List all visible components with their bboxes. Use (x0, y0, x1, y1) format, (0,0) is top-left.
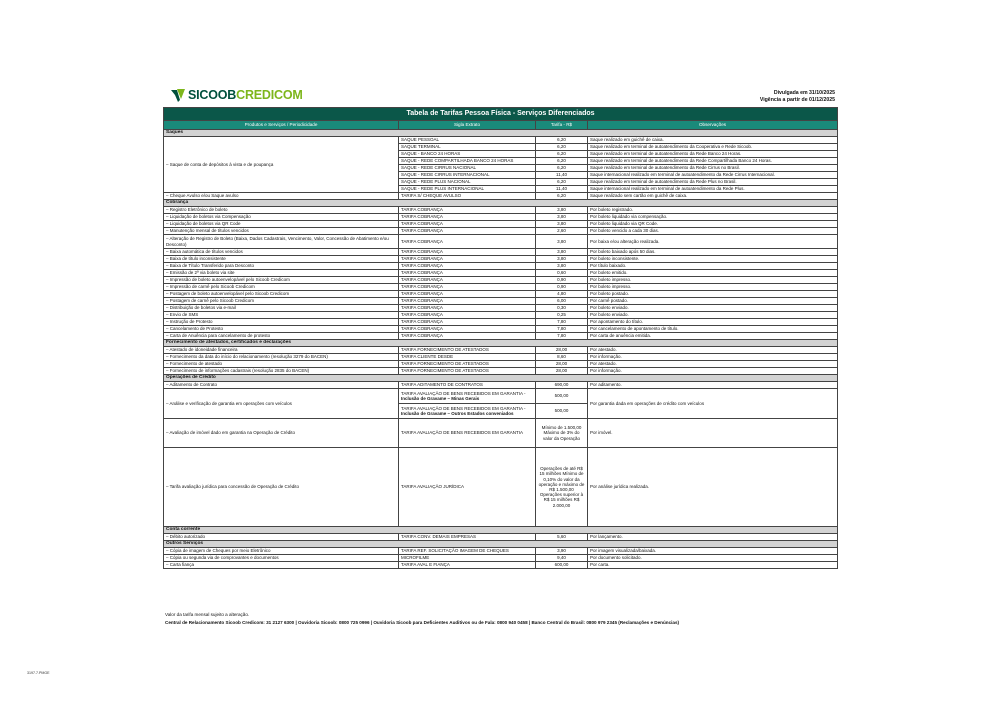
tarifa-cell: 28,00 (536, 361, 588, 368)
table-title: Tabela de Tarifas Pessoa Física - Serviços Diferenciados (164, 108, 838, 121)
conta-title: Conta corrente (164, 527, 838, 534)
tarifa-cell: 690,00 (536, 382, 588, 389)
sigla-line-bold: Inclusão de Gravame – Outros Estados conveniados (401, 411, 514, 416)
table-row (164, 333, 838, 340)
produto-cell: – Manutenção mensal de títulos vencidos (164, 228, 399, 235)
tarifa-cell: 6,00 (536, 298, 588, 305)
produto-cell: – Carta de Anuência para cancelamento de protesto (164, 333, 399, 340)
atestados-section (164, 340, 838, 375)
produto-cell: – Postagem de carnê pelo Sicoob Credicom (164, 298, 399, 305)
sigla-cell: TARIFA S/ CHEQUE AVULSO (399, 193, 536, 200)
produto-cell: – Aditamento de Contrato (164, 382, 399, 389)
saque-group-label: – Saque de conta de depósitos à vista e de poupança (164, 137, 399, 193)
sigla-cell: TARIFA COBRANÇA (399, 333, 536, 340)
obs-cell: Por boleto inconsistente. (588, 256, 838, 263)
logo-brand-b: CREDICOM (236, 88, 303, 102)
tarifa-cell: 9,40 (536, 555, 588, 562)
table-row (164, 249, 838, 256)
sigla-cell: TARIFA COBRANÇA (399, 284, 536, 291)
obs-cell: Saque realizado em terminal de autoatendimento da Rede Compartilhada Banco 24 Horas. (588, 158, 838, 165)
obs-cell: Por imagem visualizada/baixada. (588, 548, 838, 555)
sigla-cell: TARIFA COBRANÇA (399, 291, 536, 298)
sigla-cell: SAQUE - REDE COMPARTILHADA BANCO 24 HORAS (399, 158, 536, 165)
credito-title: Operações de Crédito (164, 375, 838, 382)
tarifa-cell: 6,20 (536, 158, 588, 165)
sigla-cell: TARIFA COBRANÇA (399, 256, 536, 263)
sigla-cell: TARIFA AVALIAÇÃO DE BENS RECEBIDOS EM GARANTIA (399, 419, 536, 448)
tarifa-cell: 500,00 (536, 404, 588, 419)
credito-header-row (164, 375, 838, 382)
tarifa-cell: 5,60 (536, 534, 588, 541)
table-row (164, 305, 838, 312)
table-row (164, 419, 838, 448)
document-code: 3197.7.PMGE (27, 671, 50, 675)
table-row (164, 555, 838, 562)
logo-brand-a: SICOOB (188, 88, 237, 102)
produto-cell: – Avaliação de imóvel dado em garantia na Operação de Crédito (164, 419, 399, 448)
tarifa-cell: 3,80 (536, 221, 588, 228)
produto-cell: – Emissão de 2ª via boleto via site (164, 270, 399, 277)
vigencia-date: Vigência a partir de 01/12/2025 (759, 97, 835, 103)
tarifa-cell: 3,80 (536, 235, 588, 249)
produto-cell: – Impressão de boleto autoenvelopável pelo Sicoob Credicom (164, 277, 399, 284)
tarifa-cell: 2,60 (536, 228, 588, 235)
obs-cell: Por boleto postado. (588, 291, 838, 298)
sigla-cell: TARIFA FORNECIMENTO DE ATESTADOS (399, 347, 536, 354)
table-row (164, 263, 838, 270)
table-row (164, 214, 838, 221)
col-sigla-header: Sigla Extrato (399, 121, 536, 130)
obs-cell: Saque internacional realizado em terminal de autoatendimento da Rede Plus. (588, 186, 838, 193)
sigla-cell: TARIFA REF. SOLICITAÇÃO IMAGEM DE CHEQUES (399, 548, 536, 555)
footer-contacts: Central de Relacionamento Sicoob Credicom: 31 2127 6300 | Ouvidoria Sicoob: 0800 725 0996 | Ouvidoria Sicoob para Deficientes Auditivos ou de Fala: 0800 940 0458 | Banco Central do Brasil: 0800 979 2345 (Reclamações e Denúncias) (165, 620, 680, 625)
obs-cell: Por informação. (588, 354, 838, 361)
produto-cell: – Análise e verificação de garantia em operações com veículos (164, 389, 399, 419)
table-row (164, 256, 838, 263)
obs-cell: Por atestado. (588, 347, 838, 354)
sigla-cell: TARIFA CONV. DEMAIS EMPRESAS (399, 534, 536, 541)
sigla-cell: SAQUE - REDE PLUS NACIONAL (399, 179, 536, 186)
produto-cell: – Carta fiança (164, 562, 399, 569)
obs-cell: Por título baixado. (588, 263, 838, 270)
produto-cell: – Liquidação de boletos via Compensação (164, 214, 399, 221)
tarifa-cell: 6,20 (536, 165, 588, 172)
table-row (164, 235, 838, 249)
obs-cell: Por apontamento do título. (588, 319, 838, 326)
table-row (164, 347, 838, 354)
obs-cell: Por cancelamento de apontamento de título. (588, 326, 838, 333)
obs-cell: Saque realizado em guichê de caixa. (588, 137, 838, 144)
tarifa-cell: 6,20 (536, 193, 588, 200)
saques-header-row (164, 130, 838, 137)
obs-cell: Saque realizado em terminal de autoatendimento da Rede Banco 24 Horas. (588, 151, 838, 158)
produto-cell: – Impressão de carnê pelo Sicoob Credicom (164, 284, 399, 291)
obs-cell: Por carta. (588, 562, 838, 569)
table-row (164, 207, 838, 214)
table-row (164, 548, 838, 555)
tarifa-cell: 600,00 (536, 562, 588, 569)
table-row (164, 298, 838, 305)
tarifa-cell: Mínimo de 1.500,00 Máximo de 3% do valor da Operação (536, 419, 588, 448)
sigla-cell: TARIFA COBRANÇA (399, 270, 536, 277)
table-row (164, 389, 838, 404)
produto-cell: – Instrução de Protesto (164, 319, 399, 326)
sigla-cell: SAQUE TERMINAL (399, 144, 536, 151)
obs-cell: Por boleto liquidado via QR Code. (588, 221, 838, 228)
sigla-cell: TARIFA COBRANÇA (399, 326, 536, 333)
tarifa-cell: 3,80 (536, 207, 588, 214)
table-row (164, 354, 838, 361)
sigla-cell: TARIFA COBRANÇA (399, 207, 536, 214)
footer (165, 611, 679, 627)
saques-section (164, 130, 838, 200)
table-row (164, 562, 838, 569)
produto-cell: – Fornecimento de informações cadastrais (resolução 2835 do BACEN) (164, 368, 399, 375)
tarifa-cell: 7,80 (536, 319, 588, 326)
obs-cell: Saque realizado em terminal de autoatendimento da Cooperativa e Rede Sicoob. (588, 144, 838, 151)
divulgada-date: Divulgada em 31/10/2025 (773, 90, 835, 96)
obs-cell: Por carnê postado. (588, 298, 838, 305)
sigla-cell: TARIFA COBRANÇA (399, 277, 536, 284)
table-row (164, 270, 838, 277)
sigla-cell: TARIFA AVAL E FIANÇA (399, 562, 536, 569)
sigla-line-bold: Inclusão de Gravame – Minas Gerais (401, 396, 480, 401)
sigla-cell: TARIFA COBRANÇA (399, 249, 536, 256)
sigla-cell: SAQUE - REDE PLUS INTERNACIONAL (399, 186, 536, 193)
obs-cell: Por boleto enviado. (588, 312, 838, 319)
tarifa-cell: 0,30 (536, 305, 588, 312)
col-tarifa-header: Tarifa - R$ (536, 121, 588, 130)
produto-cell: – Cópia de imagem de Cheques por meio Eletrônico (164, 548, 399, 555)
sigla-cell: TARIFA COBRANÇA (399, 312, 536, 319)
tarifa-cell: 8,60 (536, 354, 588, 361)
obs-cell: Por boleto registrado. (588, 207, 838, 214)
obs-cell: Saque realizado sem cartão em guichê de caixa. (588, 193, 838, 200)
sigla-cell: SAQUE PESSOAL (399, 137, 536, 144)
tarifa-cell: 11,40 (536, 186, 588, 193)
tarifa-cell: 0,25 (536, 312, 588, 319)
tarifa-cell: 11,40 (536, 172, 588, 179)
table-row (164, 382, 838, 389)
table-row (164, 448, 838, 527)
tarifa-cell: 0,60 (536, 270, 588, 277)
col-produto-header: Produtos e Serviços / Periodicidade (164, 121, 399, 130)
sigla-cell: TARIFA COBRANÇA (399, 221, 536, 228)
tarifa-cell: 6,20 (536, 137, 588, 144)
tarifa-cell: 3,90 (536, 548, 588, 555)
produto-cell: – Cheque Avulso e/ou Saque avulso (164, 193, 399, 200)
tarifa-cell: 0,90 (536, 284, 588, 291)
tarifa-cell: 7,80 (536, 326, 588, 333)
footer-note: Valor da tarifa mensal sujeito a alteração. (165, 612, 250, 617)
table-row (164, 291, 838, 298)
table-row (164, 361, 838, 368)
tarifa-cell: 28,00 (536, 347, 588, 354)
tarifa-cell: 7,80 (536, 333, 588, 340)
produto-cell: – Alteração de Registro de Boleto (Baixa, Dados Cadastrais, Vencimento, Valor, Concessão de Abatimento e/ou Desconto) (164, 235, 399, 249)
sicoob-logo-icon (171, 88, 185, 102)
tarifa-cell: 3,80 (536, 249, 588, 256)
obs-cell: Por boleto liquidado via compensação. (588, 214, 838, 221)
produto-cell: – Envio de SMS (164, 312, 399, 319)
sigla-line: TARIFA AVALIAÇÃO DE BENS RECEBIDOS EM GARANTIA - (401, 405, 526, 411)
table-row (164, 326, 838, 333)
produto-cell: – Cancelamento de Protesto (164, 326, 399, 333)
table-row (164, 221, 838, 228)
obs-cell: Por boleto baixado após 50 dias. (588, 249, 838, 256)
tarifa-cell: 3,80 (536, 263, 588, 270)
produto-cell: – Distribuição de boletos via e-mail (164, 305, 399, 312)
obs-cell: Saque realizado em terminal de autoatendimento da Rede Cirrus no Brasil. (588, 165, 838, 172)
atestados-title: Fornecimento de atestados, certificados e declarações (164, 340, 838, 347)
obs-cell: Por aditamento. (588, 382, 838, 389)
table-row (164, 368, 838, 375)
credito-section (164, 375, 838, 527)
sigla-cell: TARIFA AVALIAÇÃO JURÍDICA (399, 448, 536, 527)
obs-cell: Por atestado. (588, 361, 838, 368)
sigla-cell: SAQUE - BANCO 24 HORAS (399, 151, 536, 158)
saques-title: Saques (164, 130, 838, 137)
tarifa-cell: 4,80 (536, 291, 588, 298)
table-row (164, 228, 838, 235)
tarifa-cell: 500,00 (536, 389, 588, 404)
sigla-cell: TARIFA COBRANÇA (399, 263, 536, 270)
conta-header-row (164, 527, 838, 534)
obs-cell: Por boleto emitido. (588, 270, 838, 277)
sigla-cell (399, 404, 536, 419)
sigla-cell: TARIFA FORNECIMENTO DE ATESTADOS (399, 368, 536, 375)
sigla-cell: TARIFA COBRANÇA (399, 235, 536, 249)
sigla-cell: TARIFA ADITAMENTO DE CONTRATOS (399, 382, 536, 389)
conta-section (164, 527, 838, 541)
produto-cell: – Fornecimento de atestado (164, 361, 399, 368)
cobranca-header-row (164, 200, 838, 207)
tarifa-cell: 6,20 (536, 151, 588, 158)
cobranca-title: Cobrança (164, 200, 838, 207)
sigla-cell: TARIFA CLIENTE DESDE (399, 354, 536, 361)
sigla-cell (399, 389, 536, 404)
dates-block (760, 90, 835, 104)
sigla-cell: TARIFA COBRANÇA (399, 228, 536, 235)
produto-cell: – Liquidação de boletos via QR Code (164, 221, 399, 228)
atestados-header-row (164, 340, 838, 347)
obs-cell: Por informação. (588, 368, 838, 375)
obs-cell: Por imóvel. (588, 419, 838, 448)
tarifa-cell: Operações de até R$ 15 milhões Mínimo de 0,10% do valor da operação e máximo de R$ 1.500,00 Operações superior à R$ 15 milhões R$ 2.000,00 (536, 448, 588, 527)
outros-header-row (164, 541, 838, 548)
obs-cell: Por garantia dada em operações de crédito com veículos (588, 389, 838, 419)
sicoob-credicom-logo (171, 88, 303, 102)
sigla-cell: TARIFA COBRANÇA (399, 305, 536, 312)
tarifa-cell: 6,20 (536, 144, 588, 151)
produto-cell: – Atestado de idoneidade financeira (164, 347, 399, 354)
obs-cell: Por boleto enviado. (588, 305, 838, 312)
table-row (164, 319, 838, 326)
produto-cell: – Registro Eletrônico de boleto (164, 207, 399, 214)
obs-cell: Por análise jurídica realizada. (588, 448, 838, 527)
tarifa-cell: 28,00 (536, 368, 588, 375)
table-row (164, 137, 838, 144)
table-row (164, 534, 838, 541)
produto-cell: – Baixa de Título Transferido para Desconto (164, 263, 399, 270)
outros-section (164, 541, 838, 569)
obs-cell: Por baixa e/ou alteração realizada. (588, 235, 838, 249)
tarifa-cell: 6,20 (536, 179, 588, 186)
produto-cell: – Tarifa avaliação jurídica para concessão de Operação de Crédito (164, 448, 399, 527)
produto-cell: – Cópia ou segunda via de comprovantes e documentos (164, 555, 399, 562)
sigla-line: TARIFA AVALIAÇÃO DE BENS RECEBIDOS EM GARANTIA - (401, 390, 526, 396)
obs-cell: Por boleto vencido a cada 30 dias. (588, 228, 838, 235)
tarifa-cell: 3,80 (536, 214, 588, 221)
col-obs-header: Observações (588, 121, 838, 130)
produto-cell: – Fornecimento da data do início do relacionamento (resolução 3279 do BACEN) (164, 354, 399, 361)
tarifas-table (163, 107, 838, 569)
sigla-cell: MICROFILME (399, 555, 536, 562)
sigla-cell: SAQUE - REDE CIRRUS INTERNACIONAL (399, 172, 536, 179)
produto-cell: – Baixa de título inconsistente (164, 256, 399, 263)
obs-cell: Por lançamento. (588, 534, 838, 541)
sigla-cell: TARIFA COBRANÇA (399, 319, 536, 326)
produto-cell: – Postagem de boleto autoenvelopável pelo Sicoob Credicom (164, 291, 399, 298)
produto-cell: – Baixa automática de títulos vencidos (164, 249, 399, 256)
cobranca-section (164, 200, 838, 340)
table-row (164, 277, 838, 284)
sigla-cell: TARIFA FORNECIMENTO DE ATESTADOS (399, 361, 536, 368)
obs-cell: Saque internacional realizado em terminal de autoatendimento da Rede Cirrus Internacional. (588, 172, 838, 179)
sigla-cell: TARIFA COBRANÇA (399, 298, 536, 305)
tarifa-cell: 0,90 (536, 277, 588, 284)
outros-title: Outros Serviços (164, 541, 838, 548)
tarifa-cell: 3,80 (536, 256, 588, 263)
obs-cell: Por boleto impresso. (588, 277, 838, 284)
sigla-cell: TARIFA COBRANÇA (399, 214, 536, 221)
sigla-cell: SAQUE - REDE CIRRUS NACIONAL (399, 165, 536, 172)
table-row (164, 312, 838, 319)
obs-cell: Saque realizado em terminal de autoatendimento da Rede Plus no Brasil. (588, 179, 838, 186)
table-row (164, 193, 838, 200)
obs-cell: Por boleto impresso. (588, 284, 838, 291)
table-row (164, 284, 838, 291)
obs-cell: Por carta de anuência emitida. (588, 333, 838, 340)
produto-cell: – Débito autorizado (164, 534, 399, 541)
obs-cell: Por documento solicitado. (588, 555, 838, 562)
